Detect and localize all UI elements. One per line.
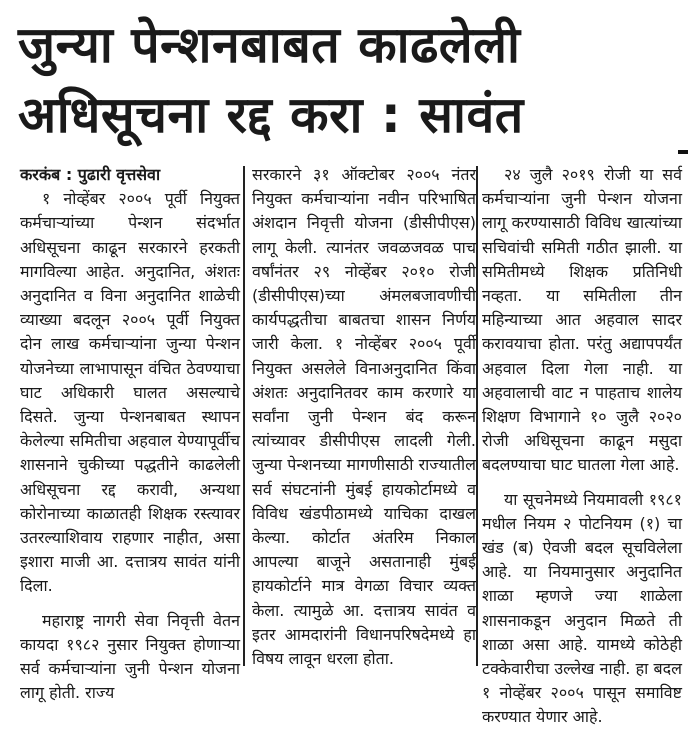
article-column-1	[20, 163, 240, 709]
column-divider	[243, 166, 245, 666]
column-3-paragraph-1: २४ जुलै २०१९ रोजी या सर्व कर्मचाऱ्यांना जुनी पेन्शन योजना लागू करण्यासाठी विविध खात्यांच्या सचिवांची समिती गठीत झाली. या समितीमध्ये शिक्षक प्रतिनिधी नव्हता. या समितीला तीन महिन्याच्या आत अहवाल सादर करावयाचा होता. परंतु अद्यापपर्यंत अहवाल दिला गेला नाही. या अहवालाची वाट न पाहताच शालेय शिक्षण विभागाने १० जुलै २०२० रोजी अधिसूचना काढून मसुदा बदलण्याचा घाट घातला गेला आहे.	[482, 165, 682, 475]
column-1-paragraph-2: महाराष्ट्र नागरी सेवा निवृत्ती वेतन कायदा १९८२ नुसार नियुक्त होणाऱ्या सर्व कर्मचाऱ्यांना जुनी पेन्शन योजना लागू होती. राज्य	[20, 610, 240, 703]
article-column-2	[252, 163, 476, 675]
edge-mark	[678, 150, 688, 154]
column-3-paragraph-2: या सूचनेमध्ये नियमावली १९८१ मधील नियम २ पोटनियम (१) चा खंड (ब) ऐवजी बदल सूचविलेला आहे. या नियमानुसार अनुदानित शाळा म्हणजे ज्या शाळेला शासनाकडून अनुदान मिळते ती शाळा असा आहे. यामध्ये कोठेही टक्केवारीचा उल्लेख नाही. हा बदल १ नोव्हेंबर २००५ पासून समाविष्ट करण्यात येणार आहे.	[482, 489, 682, 727]
column-2-paragraph-1: सरकारने ३१ ऑक्टोबर २००५ नंतर नियुक्त कर्मचाऱ्यांना नवीन परिभाषित अंशदान निवृत्ती योजना (डीसीपीएस) लागू केली. त्यानंतर जवळजवळ पाच वर्षांनंतर २९ नोव्हेंबर २०१० रोजी (डीसीपीएस)च्या अंमलबजावणीची कार्यपद्धतीचा बाबतचा शासन निर्णय जारी केला. १ नोव्हेंबर २००५ पूर्वी नियुक्त असलेले विनाअनुदानित किंवा अंशतः अनुदानितवर काम करणारे या सर्वांना जुनी पेन्शन बंद करून त्यांच्यावर डीसीपीएस लादली गेली. जुन्या पेन्शनच्या मागणीसाठी राज्यातील सर्व संघटनांनी मुंबई हायकोर्टामध्ये व विविध खंडपीठामध्ये याचिका दाखल केल्या. कोर्टात अंतरिम निकाल आपल्या बाजूने असतानाही मुंबई हायकोर्टाने मात्र वेगळा विचार व्यक्त केला. त्यामुळे आ. दत्तात्रय सावंत व इतर आमदारांनी विधानपरिषदेमध्ये हा विषय लावून धरला होता.	[252, 165, 476, 669]
headline	[18, 10, 668, 150]
column-divider	[476, 166, 478, 666]
column-1-paragraph-1: १ नोव्हेंबर २००५ पूर्वी नियुक्त कर्मचाऱ्यांच्या पेन्शन संदर्भात अधिसूचना काढून सरकारने हरकती मागविल्या आहेत. अनुदानित, अंशतः अनुदानित व विना अनुदानित शाळेची व्याख्या बदलून २००५ पूर्वी नियुक्त दोन लाख कर्मचाऱ्यांना जुन्या पेन्शन योजनेच्या लाभापासून वंचित ठेवण्याचा घाट अधिकारी घालत असल्याचे दिसते. जुन्या पेन्शनबाबत स्थापन केलेल्या समितीचा अहवाल येण्यापूर्वीच शासनाने चुकीच्या पद्धतीने काढलेली अधिसूचना रद्द करावी, अन्यथा कोरोनाच्या काळातही शिक्षक रस्त्यावर उतरल्याशिवाय राहणार नाहीत, असा इशारा माजी आ. दत्तात्रय सावंत यांनी दिला.	[20, 189, 240, 596]
article-column-3	[482, 163, 682, 734]
headline-line-2: अधिसूचना रद्द करा : सावंत	[18, 86, 524, 144]
byline: करकंब : पुढारी वृत्तसेवा	[20, 165, 161, 184]
headline-line-1: जुन्या पेन्शनबाबत काढलेली	[18, 16, 521, 74]
